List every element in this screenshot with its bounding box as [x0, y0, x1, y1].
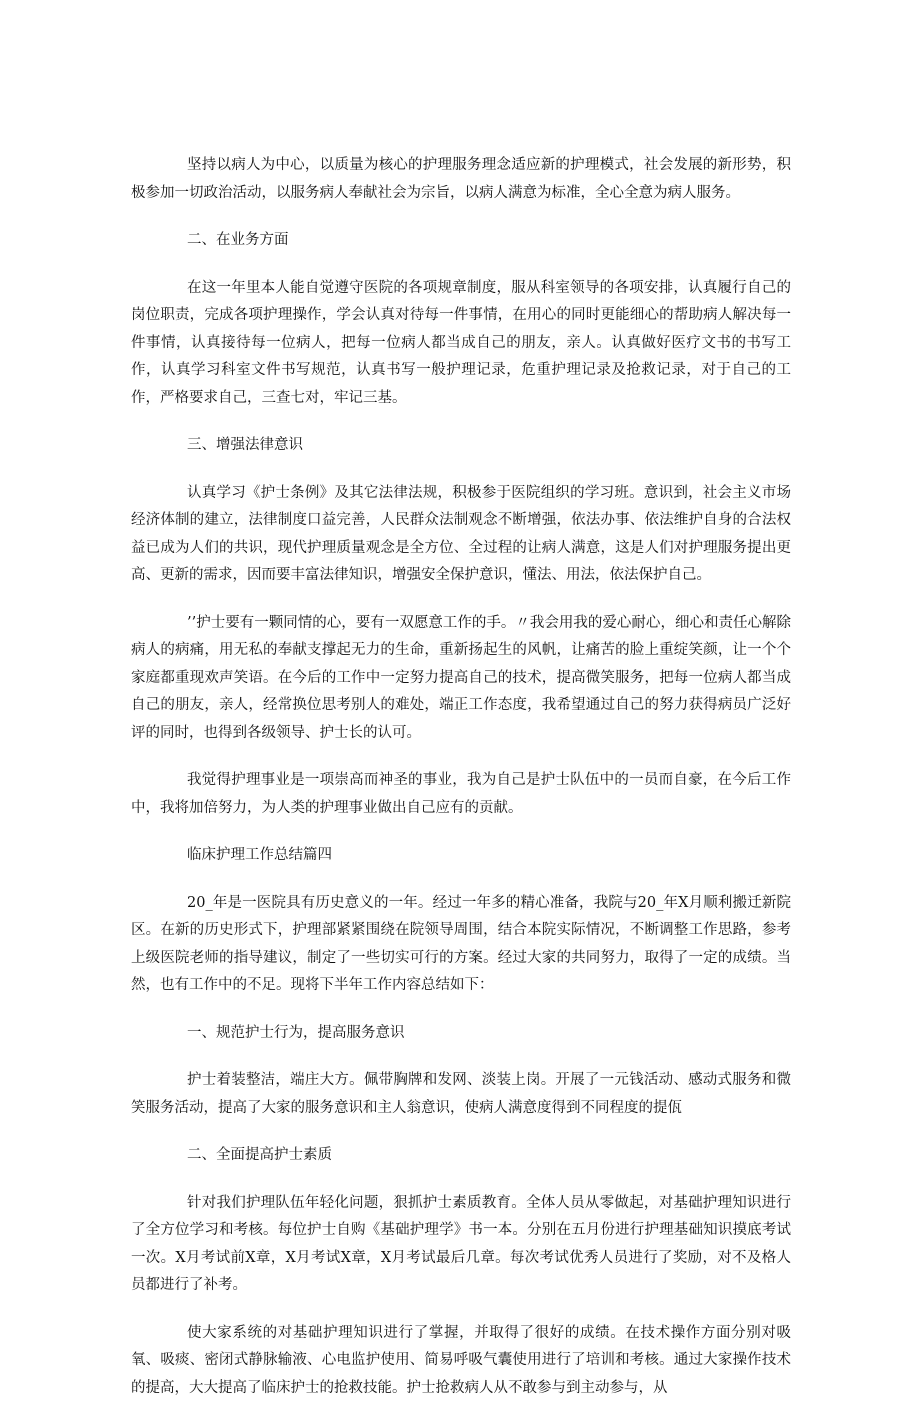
paragraph-patient-centered: 坚持以病人为中心，以质量为核心的护理服务理念适应新的护理模式，社会发展的新形势，积极参加一切政治活动，以服务病人奉献社会为宗旨，以病人满意为标准，全心全意为病人服务。 — [131, 157, 791, 201]
heading-business: 二、在业务方面 — [187, 232, 289, 248]
paragraph-nursing-career: 我觉得护理事业是一项崇高而神圣的事业，我为自己是护士队伍中的一员而自豪，在今后工作中，我将加倍努力，为人类的护理事业做出自己应有的贡献。 — [131, 772, 791, 816]
paragraph-business: 在这一年里本人能自觉遵守医院的各项规章制度，服从科室领导的各项安排，认真履行自己的岗位职责，完成各项护理操作，学会认真对待每一件事情，在用心的同时更能细心的帮助病人解决每一件事情，认真接待每一位病人，把每一位病人都当成自己的朋友，亲人。认真做好医疗文书的书写工作，认真学习科室文件书写规范，认真书写一般护理记录，危重护理记录及抢救记录，对于自己的工作，严格要求自己，三查七对，牢记三基。 — [131, 279, 791, 406]
paragraph-compassion: ’’护士要有一颗同情的心，要有一双愿意工作的手。〃我会用我的爱心耐心，细心和责任心解除病人的病痛，用无私的奉献支撑起无力的生命，重新扬起生的风帆，让痛苦的脸上重绽笑颜，让一个个家庭都重现欢声笑语。在今后的工作中一定努力提高自己的技术，提高微笑服务，把每一位病人都当成自己的朋友，亲人，经常换位思考别人的难处，端正工作态度，我希望通过自己的努力获得病员广泛好评的同时，也得到各级领导、护士长的认可。 — [131, 614, 791, 741]
heading-nurse-conduct: 一、规范护士行为，提高服务意识 — [187, 1024, 405, 1041]
paragraph-nurse-training: 针对我们护理队伍年轻化问题，狠抓护士素质教育。全体人员从零做起，对基础护理知识进行了全方位学习和考核。每位护士自购《基础护理学》书一本。分别在五月份进行护理基础知识摸底考试一次。X月考试前X章，X月考试X章，X月考试最后几章。每次考试优秀人员进行了奖励，对不及格人员都进行了补考。 — [131, 1194, 791, 1293]
heading-summary-part-four: 临床护理工作总结篇四 — [187, 847, 332, 863]
paragraph-skills-training: 使大家系统的对基础护理知识进行了掌握，并取得了很好的成绩。在技术操作方面分别对吸氧、吸痰、密闭式静脉输液、心电监护使用、简易呼吸气囊使用进行了培训和考核。通过大家操作技术的提高，大大提高了临床护士的抢救技能。护士抢救病人从不敢参与到主动参与，从 — [131, 1324, 791, 1396]
heading-nurse-quality: 二、全面提高护士素质 — [187, 1147, 332, 1163]
paragraph-hospital-year: 20_年是一医院具有历史意义的一年。经过一年多的精心准备，我院与20_年X月顺利搬迁新院区。在新的历史形式下，护理部紧紧围绕在院领导周围，结合本院实际情况，不断调整工作思路，参考上级医院老师的指导建议，制定了一些切实可行的方案。经过大家的共同努力，取得了一定的成绩。当然，也有工作中的不足。现将下半年工作内容总结如下： — [131, 894, 791, 993]
paragraph-nurse-conduct: 护士着装整洁，端庄大方。佩带胸牌和发网、淡装上岗。开展了一元钱活动、感动式服务和微笑服务活动，提高了大家的服务意识和主人翁意识，使病人满意度得到不同程度的提佤 — [131, 1072, 791, 1116]
document-body — [131, 152, 791, 1422]
heading-legal-awareness: 三、增强法律意识 — [187, 437, 303, 453]
paragraph-legal-awareness: 认真学习《护士条例》及其它法律法规，积极参于医院组织的学习班。意识到，社会主义市场经济体制的建立，法律制度口益完善，人民群众法制观念不断增强，依法办事、依法维护自身的合法权益已成为人们的共识，现代护理质量观念是全方位、全过程的让病人满意，这是人们对护理服务提出更高、更新的需求，因而要丰富法律知识，增强安全保护意识，懂法、用法，依法保护自己。 — [131, 484, 791, 583]
